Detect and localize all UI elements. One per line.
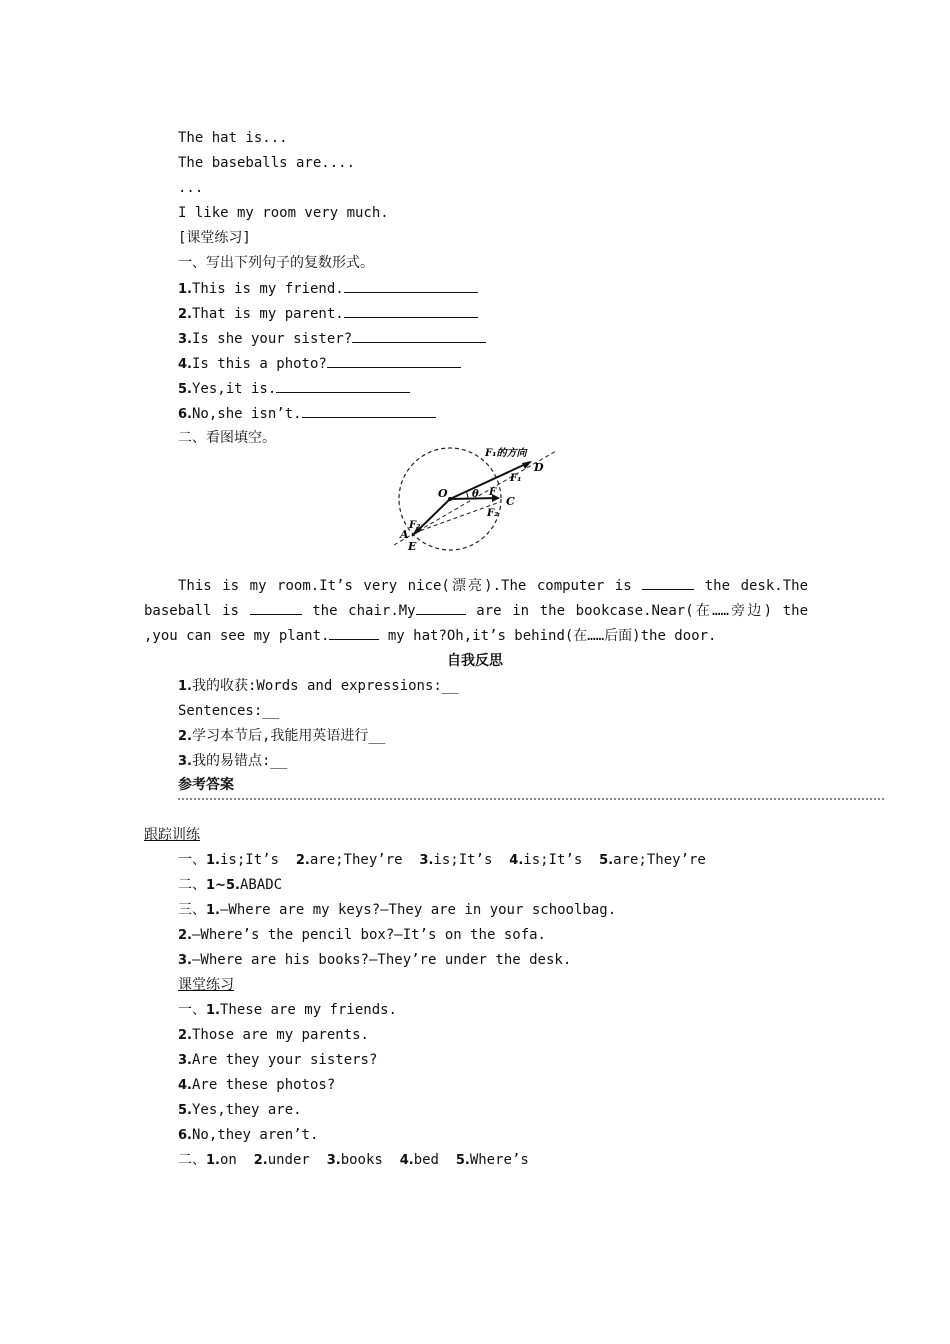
answer-line <box>178 1150 529 1171</box>
item-number: 4. <box>178 1078 192 1093</box>
item-number: 2. <box>178 1028 192 1043</box>
item-number: 5. <box>599 853 614 868</box>
item-number: 3. <box>326 1153 341 1168</box>
answer-text: is;It’s <box>523 852 583 868</box>
item-number: 2. <box>253 1153 268 1168</box>
item-text: 我的收获:Words and expressions:__ <box>191 678 459 694</box>
part-prefix: 二、 <box>178 877 206 893</box>
figure-label: C <box>506 495 515 508</box>
answer-line <box>178 850 706 871</box>
figure-label: E <box>408 540 417 553</box>
passage-text: my hat?Oh,it’s behind(在……后面)the door. <box>379 628 717 644</box>
passage-text: are in the bookcase.Near(在……旁边) the ,you can see my plant. <box>144 603 808 644</box>
answer-blank[interactable] <box>344 303 478 318</box>
answer-text: is;It’s <box>219 852 279 868</box>
figure-label: F₂ <box>487 508 499 519</box>
figure-label: O <box>438 487 448 500</box>
point-o <box>448 497 452 501</box>
item-number: 1~ <box>206 878 226 893</box>
answers-title: 参考答案 <box>178 777 234 793</box>
exercise-item <box>178 403 436 425</box>
item-text: 学习本节后,我能用英语进行__ <box>191 728 386 744</box>
section-title: 跟踪训练 <box>144 827 200 843</box>
item-number: 2. <box>178 307 192 322</box>
answer-blank[interactable] <box>276 378 410 393</box>
section-title: 课堂练习 <box>178 977 234 993</box>
item-text: 我的易错点:__ <box>191 753 288 769</box>
item-number: 5. <box>225 878 240 893</box>
item-number: 3. <box>419 853 434 868</box>
exercise-item <box>178 303 478 325</box>
arrowhead <box>522 461 532 469</box>
figure-label: D <box>534 461 544 474</box>
answer-text: books <box>340 1152 383 1168</box>
answer-text: under <box>267 1152 310 1168</box>
answer-blank[interactable] <box>302 403 436 418</box>
figure-label: A <box>400 528 409 541</box>
fill-in-passage <box>144 574 808 649</box>
answer-line <box>178 875 282 896</box>
answer-text: —Where are my keys?—They are in your schoolbag. <box>219 902 617 918</box>
answer-line <box>178 1000 397 1021</box>
answer-text: Are these photos? <box>191 1077 336 1093</box>
item-text: This is my friend. <box>191 281 344 297</box>
figure-label: θ <box>472 489 479 500</box>
item-number: 6. <box>178 1128 192 1143</box>
figure-label: F₁的方向 <box>485 448 527 459</box>
part-prefix: 三、 <box>178 902 206 918</box>
answer-text: Are they your sisters? <box>191 1052 378 1068</box>
item-number: 2. <box>178 729 192 744</box>
answer-line <box>178 1125 318 1146</box>
item-number: 1. <box>178 282 192 297</box>
item-number: 1. <box>206 1153 220 1168</box>
figure-label: F₂ <box>409 520 421 531</box>
figure-label: F₁ <box>510 473 522 484</box>
exercise-item <box>178 278 478 300</box>
text-line: ... <box>178 180 204 196</box>
exercise-item <box>178 328 486 350</box>
item-number: 2. <box>295 853 310 868</box>
answer-text: are;They’re <box>309 852 403 868</box>
item-text: Sentences:__ <box>178 703 280 719</box>
passage-text: This is my room.It’s very nice(漂亮).The computer is <box>178 578 643 594</box>
answer-blank[interactable] <box>642 575 694 590</box>
answer-text: No,they aren’t. <box>191 1127 319 1143</box>
answer-text: Where’s <box>469 1152 529 1168</box>
answer-blank[interactable] <box>352 328 486 343</box>
item-text: Is this a photo? <box>191 356 327 372</box>
answer-text: bed <box>413 1152 439 1168</box>
item-number: 1. <box>206 853 220 868</box>
reflection-title: 自我反思 <box>447 653 503 669</box>
answer-text: is;It’s <box>433 852 493 868</box>
item-text: No,she isn’t. <box>191 406 302 422</box>
answer-blank[interactable] <box>416 600 466 615</box>
answer-blank[interactable] <box>327 353 461 368</box>
part2-heading: 二、看图填空。 <box>178 430 276 446</box>
answer-text: —Where are his books?—They’re under the desk. <box>191 952 572 968</box>
answer-blank[interactable] <box>329 625 379 640</box>
item-number: 1. <box>206 903 220 918</box>
answer-text: —Where’s the pencil box?—It’s on the sofa. <box>191 927 546 943</box>
item-number: 4. <box>509 853 524 868</box>
answer-text: These are my friends. <box>219 1002 397 1018</box>
text-line: I like my room very much. <box>178 205 389 221</box>
item-number: 5. <box>178 382 192 397</box>
item-number: 3. <box>178 1053 192 1068</box>
item-number: 1. <box>206 1003 220 1018</box>
passage-text: the chair.My <box>301 603 416 619</box>
item-number: 2. <box>178 928 192 943</box>
answer-line <box>178 1025 369 1046</box>
exercise-item <box>178 378 410 400</box>
answer-line <box>178 900 616 921</box>
answer-text: Yes,they are. <box>191 1102 302 1118</box>
part-prefix: 一、 <box>178 852 206 868</box>
part-prefix: 二、 <box>178 1152 206 1168</box>
part1-heading: 一、写出下列句子的复数形式。 <box>178 255 374 271</box>
item-text: That is my parent. <box>191 306 344 322</box>
answer-blank[interactable] <box>250 600 302 615</box>
reflection-item <box>178 751 287 772</box>
figure-label: F <box>489 487 497 498</box>
item-number: 5. <box>455 1153 470 1168</box>
answer-text: ABADC <box>239 877 283 893</box>
answer-text: are;They’re <box>613 852 706 868</box>
answer-line <box>178 1100 302 1121</box>
text-line: The hat is... <box>178 130 288 146</box>
answer-line <box>178 925 546 946</box>
answer-text: on <box>219 1152 237 1168</box>
reflection-item <box>178 726 385 747</box>
item-number: 3. <box>178 754 192 769</box>
passage-text: the desk.The baseball is <box>144 578 808 619</box>
item-number: 5. <box>178 1103 192 1118</box>
answer-line <box>178 1075 335 1096</box>
answer-text: Those are my parents. <box>191 1027 369 1043</box>
exercise-item <box>178 353 461 375</box>
physics-figure <box>388 443 564 557</box>
item-number: 4. <box>399 1153 414 1168</box>
reflection-item <box>178 701 279 721</box>
item-number: 4. <box>178 357 192 372</box>
item-number: 1. <box>178 679 192 694</box>
part-prefix: 一、 <box>178 1002 206 1018</box>
dotted-divider <box>178 798 884 800</box>
item-text: Yes,it is. <box>191 381 277 397</box>
answer-line <box>178 1050 377 1071</box>
item-text: Is she your sister? <box>191 331 353 347</box>
section-label: [课堂练习] <box>178 230 251 246</box>
item-number: 3. <box>178 953 192 968</box>
answer-blank[interactable] <box>344 278 478 293</box>
text-line: The baseballs are.... <box>178 155 356 171</box>
answer-line <box>178 950 571 971</box>
item-number: 6. <box>178 407 192 422</box>
reflection-item <box>178 676 459 697</box>
item-number: 3. <box>178 332 192 347</box>
